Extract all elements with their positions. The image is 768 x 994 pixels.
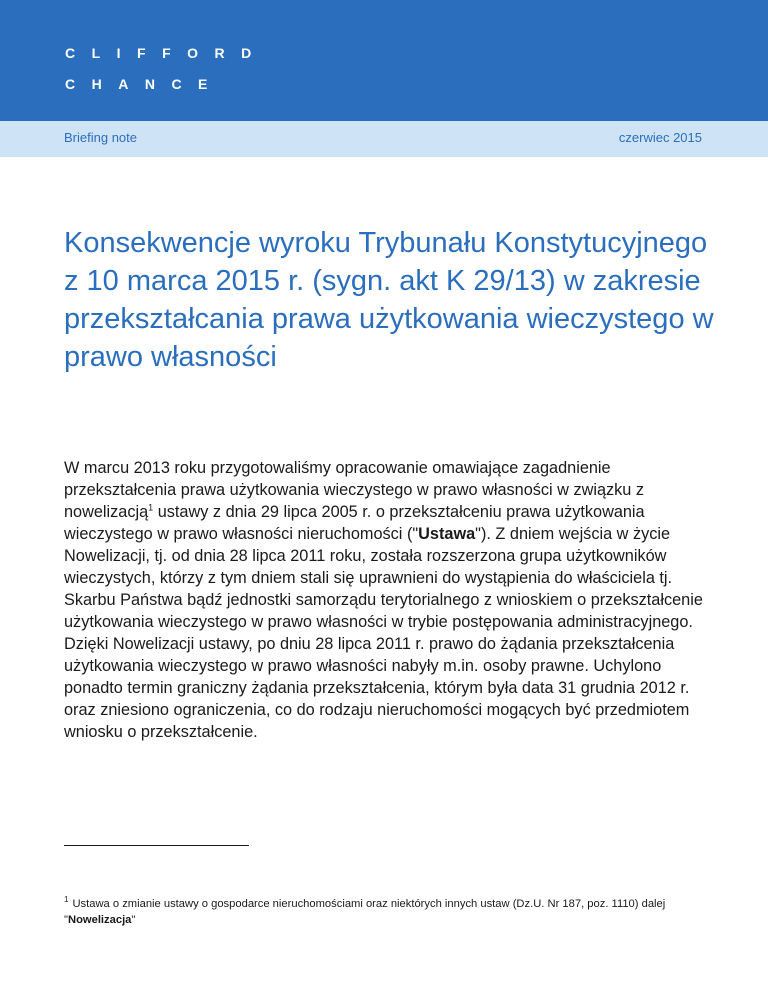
body-text-part-1: W marcu 2013 roku przygotowaliśmy opracowanie omawiające zagadnienie przekształcenia prawa użytkowania wieczystego w prawo własności w związku z nowelizacją <box>64 459 645 521</box>
body-text-part-2: ustawy z dnia 29 lipca 2005 r. o przekształceniu prawa użytkowania wieczystego w prawo własności nieruchomości (" <box>64 503 645 543</box>
document-type-label: Briefing note <box>64 130 137 145</box>
logo-line-1: CLIFFORD <box>65 45 268 61</box>
footnote-divider <box>64 845 249 846</box>
body-paragraph <box>64 457 704 743</box>
footnote-closing: " <box>131 914 136 926</box>
footnote-number: 1 <box>64 895 69 905</box>
subheader-bar <box>0 121 768 157</box>
footnote <box>64 896 714 928</box>
clifford-chance-logo <box>65 38 268 100</box>
defined-term-ustawa: Ustawa <box>418 525 476 543</box>
header-banner <box>0 0 768 121</box>
document-title: Konsekwencje wyroku Trybunału Konstytucyjnego z 10 marca 2015 r. (sygn. akt K 29/13) w zakresie przekształcania prawa użytkowania wieczystego w prawo własności <box>64 227 714 373</box>
footnote-reference[interactable]: 1 <box>148 502 154 513</box>
document-date: czerwiec 2015 <box>618 130 702 145</box>
logo-line-2: CHANCE <box>65 76 224 92</box>
defined-term-nowelizacja: Nowelizacja <box>67 914 132 926</box>
footnote-text: Ustawa o zmianie ustawy o gospodarce nieruchomościami oraz niektórych innych ustaw (Dz.U. Nr 187, poz. 1110) dalej " <box>64 898 666 926</box>
body-text-part-3: "). Z dniem wejścia w życie Nowelizacji, tj. od dnia 28 lipca 2011 roku, została rozszerzona grupa użytkowników wieczystych, którzy z tym dniem stali się uprawnieni do wystąpienia do właściciela tj. Skarbu Państwa bądź jednostki samorządu terytorialnego z wnioskiem o przekształcenie użytkowania wieczystego w prawo własności w trybie postępowania administracyjnego. Dzięki Nowelizacji ustawy, po dniu 28 lipca 2011 r. prawo do żądania przekształcenia użytkowania wieczystego w prawo własności nabyły m.in. osoby prawne. Uchylono ponadto termin graniczny żądania przekształcenia, którym była data 31 grudnia 2012 r. oraz zniesiono ograniczenia, co do rodzaju nieruchomości mogących być przedmiotem wniosku o przekształcenie. <box>64 525 703 741</box>
